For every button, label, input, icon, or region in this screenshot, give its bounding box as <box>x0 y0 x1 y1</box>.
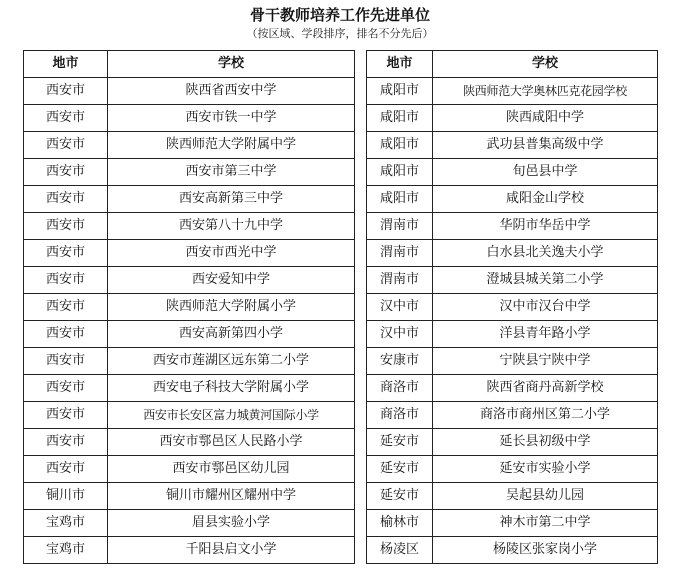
cell-school: 洋县青年路小学 <box>433 321 658 348</box>
table-row <box>24 159 355 186</box>
cell-city: 咸阳市 <box>367 78 433 105</box>
cell-school: 陕西师范大学附属中学 <box>108 132 355 159</box>
table-row <box>24 294 355 321</box>
cell-school: 汉中市汉台中学 <box>433 294 658 321</box>
cell-school: 西安市鄠邑区幼儿园 <box>108 456 355 483</box>
cell-school: 西安爱知中学 <box>108 267 355 294</box>
cell-school: 商洛市商州区第二小学 <box>433 402 658 429</box>
table-row <box>367 78 658 105</box>
cell-school: 陕西省商丹高新学校 <box>433 375 658 402</box>
cell-school: 吴起县幼儿园 <box>433 483 658 510</box>
cell-city: 西安市 <box>24 321 108 348</box>
cell-city: 咸阳市 <box>367 186 433 213</box>
cell-school: 西安市第三中学 <box>108 159 355 186</box>
table-row <box>367 321 658 348</box>
cell-school: 西安市长安区富力城黄河国际小学 <box>108 402 355 429</box>
table-row <box>367 132 658 159</box>
cell-city: 商洛市 <box>367 402 433 429</box>
cell-city: 西安市 <box>24 132 108 159</box>
document-subtitle: （按区域、学段排序，排名不分先后） <box>246 27 434 40</box>
table-row <box>24 78 355 105</box>
cell-city: 西安市 <box>24 240 108 267</box>
cell-school: 西安市铁一中学 <box>108 105 355 132</box>
table-row <box>367 294 658 321</box>
table-row <box>24 483 355 510</box>
cell-city: 汉中市 <box>367 321 433 348</box>
cell-school: 西安市莲湖区远东第二小学 <box>108 348 355 375</box>
table-row <box>367 510 658 537</box>
cell-school: 陕西省西安中学 <box>108 78 355 105</box>
cell-school: 西安高新第四小学 <box>108 321 355 348</box>
cell-city: 铜川市 <box>24 483 108 510</box>
cell-city: 宝鸡市 <box>24 537 108 564</box>
table-row <box>24 132 355 159</box>
cell-city: 咸阳市 <box>367 105 433 132</box>
cell-school: 陕西师范大学奥林匹克花园学校 <box>433 78 658 105</box>
table-row <box>367 375 658 402</box>
schools-table-right <box>366 50 658 564</box>
table-row <box>367 537 658 564</box>
cell-city: 西安市 <box>24 159 108 186</box>
cell-city: 西安市 <box>24 294 108 321</box>
table-row <box>24 321 355 348</box>
cell-city: 西安市 <box>24 78 108 105</box>
cell-city: 西安市 <box>24 186 108 213</box>
cell-school: 延安市实验小学 <box>433 456 658 483</box>
table-row <box>367 483 658 510</box>
table-row <box>367 402 658 429</box>
header-school: 学校 <box>108 51 355 78</box>
schools-table-left <box>23 50 355 564</box>
table-row <box>367 213 658 240</box>
cell-school: 咸阳金山学校 <box>433 186 658 213</box>
cell-city: 渭南市 <box>367 240 433 267</box>
table-row <box>367 267 658 294</box>
cell-school: 西安市西光中学 <box>108 240 355 267</box>
table-row <box>367 159 658 186</box>
cell-city: 西安市 <box>24 375 108 402</box>
table-row <box>24 348 355 375</box>
cell-city: 汉中市 <box>367 294 433 321</box>
cell-school: 西安第八十九中学 <box>108 213 355 240</box>
table-row <box>24 510 355 537</box>
cell-school: 陕西师范大学附属小学 <box>108 294 355 321</box>
cell-city: 延安市 <box>367 483 433 510</box>
table-header-row <box>367 51 658 78</box>
table-row <box>24 213 355 240</box>
cell-city: 西安市 <box>24 402 108 429</box>
cell-city: 杨凌区 <box>367 537 433 564</box>
cell-city: 西安市 <box>24 213 108 240</box>
cell-city: 咸阳市 <box>367 159 433 186</box>
cell-city: 延安市 <box>367 456 433 483</box>
cell-school: 眉县实验小学 <box>108 510 355 537</box>
table-row <box>24 375 355 402</box>
table-row <box>367 105 658 132</box>
cell-city: 安康市 <box>367 348 433 375</box>
table-row <box>367 456 658 483</box>
table-row <box>367 240 658 267</box>
cell-school: 宁陕县宁陕中学 <box>433 348 658 375</box>
cell-school: 武功县普集高级中学 <box>433 132 658 159</box>
table-row <box>367 429 658 456</box>
table-header-row <box>24 51 355 78</box>
header-school: 学校 <box>433 51 658 78</box>
table-row <box>24 240 355 267</box>
cell-school: 陕西咸阳中学 <box>433 105 658 132</box>
table-row <box>367 186 658 213</box>
document-title: 骨干教师培养工作先进单位 <box>249 6 430 24</box>
cell-school: 延长县初级中学 <box>433 429 658 456</box>
cell-city: 西安市 <box>24 456 108 483</box>
cell-city: 西安市 <box>24 348 108 375</box>
cell-city: 西安市 <box>24 267 108 294</box>
cell-school: 西安电子科技大学附属小学 <box>108 375 355 402</box>
table-row <box>24 105 355 132</box>
cell-city: 延安市 <box>367 429 433 456</box>
cell-school: 西安高新第三中学 <box>108 186 355 213</box>
cell-school: 旬邑县中学 <box>433 159 658 186</box>
table-row <box>24 456 355 483</box>
cell-city: 咸阳市 <box>367 132 433 159</box>
cell-city: 西安市 <box>24 105 108 132</box>
header-city: 地市 <box>367 51 433 78</box>
cell-school: 神木市第二中学 <box>433 510 658 537</box>
table-row <box>24 402 355 429</box>
cell-city: 榆林市 <box>367 510 433 537</box>
table-row <box>24 186 355 213</box>
header-city: 地市 <box>24 51 108 78</box>
cell-school: 杨陵区张家岗小学 <box>433 537 658 564</box>
cell-school: 白水县北关逸夫小学 <box>433 240 658 267</box>
cell-school: 西安市鄠邑区人民路小学 <box>108 429 355 456</box>
cell-school: 千阳县启文小学 <box>108 537 355 564</box>
table-row <box>24 429 355 456</box>
cell-city: 宝鸡市 <box>24 510 108 537</box>
cell-school: 澄城县城关第二小学 <box>433 267 658 294</box>
cell-city: 商洛市 <box>367 375 433 402</box>
cell-school: 铜川市耀州区耀州中学 <box>108 483 355 510</box>
table-row <box>24 267 355 294</box>
cell-city: 西安市 <box>24 429 108 456</box>
cell-city: 渭南市 <box>367 267 433 294</box>
table-row <box>24 537 355 564</box>
cell-city: 渭南市 <box>367 213 433 240</box>
table-row <box>367 348 658 375</box>
cell-school: 华阴市华岳中学 <box>433 213 658 240</box>
